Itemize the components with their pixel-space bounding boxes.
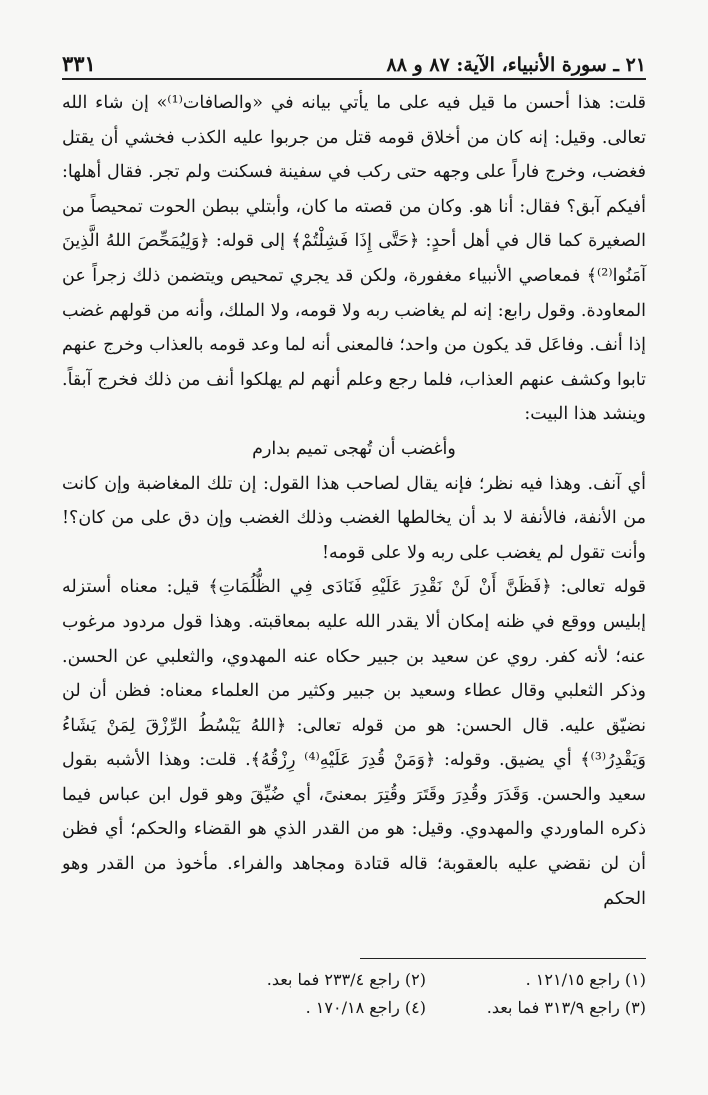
footnote-3: (٣) راجع ٣١٣/٩ فما بعد. [486, 998, 646, 1017]
main-text [62, 86, 646, 916]
poetry-verse: وأغضب أن تُهجى تميم بدارم [252, 438, 456, 459]
header-rule [62, 78, 646, 80]
paragraph-3: قوله تعالى: ﴿فَظَنَّ أَنْ لَنْ نَقْدِرَ عَلَيْهِ فَنَادَى فِي الظُّلُمَاتِ﴾ قيل: معناه أستزله إبليس ووقع في ظنه إمكان ألا يقدر الله عليه بمعاقبته. وهذا قول مردود مرغوب عنه؛ لأنه كفر. روي عن سعيد بن جبير حكاه عنه المهدوي، والثعلبي عن الحسن. وذكر الثعلبي وقال عطاء وسعيد بن جبير وكثير من العلماء معناه: فظن أن لن نضيّق عليه. قال الحسن: هو من قوله تعالى: ﴿اللهُ يَبْسُطُ الرِّزْقَ لِمَنْ يَشَاءُ وَيَقْدِرُ⁽³⁾﴾ أي يضيق. وقوله: ﴿وَمَنْ قُدِرَ عَلَيْهِ⁽⁴⁾ رِزْقُهُ﴾. قلت: وهذا الأشبه بقول سعيد والحسن. وَقَدَرَ وقُدِرَ وقَتَرَ وقُتِرَ بمعنىً، أي ضُيِّقَ وهو قول ابن عباس فيما ذكره الماوردي والمهدوي. وقيل: هو من القدر الذي هو القضاء والحكم؛ أي فظن أن لن نقضي عليه بالعقوبة؛ قاله قتادة ومجاهد والفراء. مأخوذ من القدر وهو الحكم [62, 577, 646, 909]
footnotes [166, 966, 646, 1022]
paragraph-2: أي آنف. وهذا فيه نظر؛ فإنه يقال لصاحب هذا القول: إن تلك المغاضبة وإن كانت من الأنفة، فالأنفة لا بد أن يخالطها الغضب وذلك الغضب وإن دق على من كان؟! وأنت تقول لم يغضب على ربه ولا على قومه! [62, 473, 646, 563]
footnote-1: (١) راجع ١٢١/١٥ . [525, 970, 646, 989]
footnote-row [166, 966, 646, 994]
page-header [62, 44, 646, 76]
page-number: ٣٣١ [62, 51, 96, 76]
footnote-2: (٢) راجع ٢٣٣/٤ فما بعد. [266, 970, 426, 989]
footnote-rule [360, 958, 646, 959]
footnote-4: (٤) راجع ١٧٠/١٨ . [305, 998, 426, 1017]
running-title: ٢١ ـ سورة الأنبياء، الآية: ٨٧ و ٨٨ [386, 54, 646, 76]
paragraph-1: قلت: هذا أحسن ما قيل فيه على ما يأتي بيانه في «والصافات⁽¹⁾» إن شاء الله تعالى. وقيل: إنه كان من أخلاق قومه قتل من جربوا عليه الكذب فخشي أن يقتل فغضب، وخرج فاراً على وجهه حتى ركب في سفينة فسكنت ولم تجر. فقال أهلها: أفيكم آبق؟ فقال: أنا هو. وكان من قصته ما كان، وأبتلي ببطن الحوت تمحيصاً من الصغيرة كما قال في أهل أحدٍ: ﴿حَتَّى إِذَا فَشِلْتُمْ﴾ إلى قوله: ﴿وَلِيُمَحِّصَ اللهُ الَّذِينَ آمَنُوا⁽²⁾﴾ فمعاصي الأنبياء مغفورة، ولكن قد يجري تمحيص ويتضمن ذلك زجراً عن المعاودة. وقول رابع: إنه لم يغاضب ربه ولا قومه، ولا الملك، وأنه من قولهم غضب إذا أنف. وفاعَل قد يكون من واحد؛ فالمعنى أنه لما وعد قومه بالعذاب وخرج عنهم تابوا وكشف عنهم العذاب، فلما رجع وعلم أنهم لم يهلكوا أنف من ذلك فخرج آبقاً. وينشد هذا البيت: [62, 93, 646, 425]
footnote-row [166, 994, 646, 1022]
